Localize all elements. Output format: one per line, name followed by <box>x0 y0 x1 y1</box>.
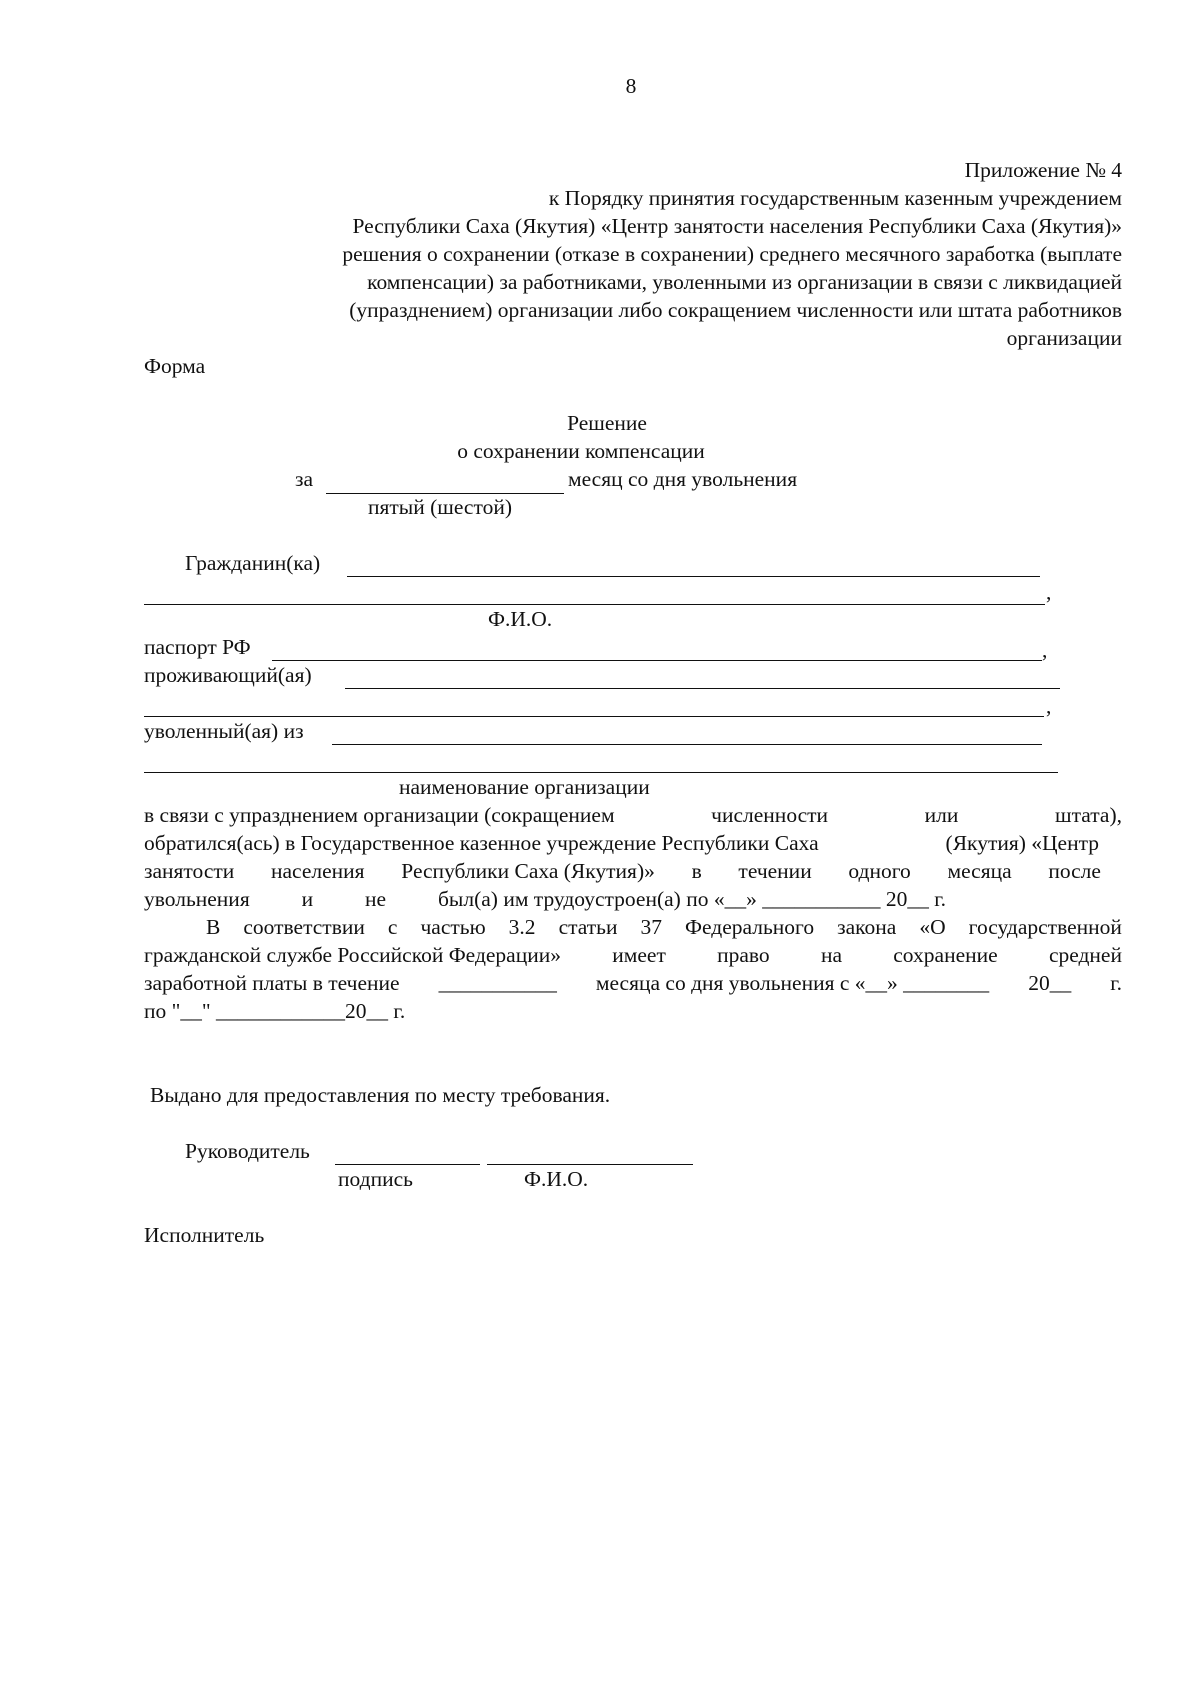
word: или <box>924 803 959 827</box>
word: Федерального <box>685 915 815 939</box>
p2-line <box>144 973 1122 995</box>
word: сохранение <box>893 943 998 967</box>
residing-label: проживающий(ая) <box>144 663 312 687</box>
appendix-line: Республики Саха (Якутия) «Центр занятости населения Республики Саха (Якутия)» <box>352 214 1122 238</box>
citizen-name-line[interactable] <box>347 576 1040 577</box>
word: и <box>301 887 314 911</box>
word: гражданской службе Российской Федерации» <box>144 943 561 967</box>
word: ___________ <box>438 971 557 995</box>
word: 37 <box>640 915 663 939</box>
head-fio-hint: Ф.И.О. <box>524 1167 589 1191</box>
org-hint: наименование организации <box>399 775 650 799</box>
signature-hint: подпись <box>338 1167 413 1191</box>
word: месяца со дня увольнения с «__» ________ <box>595 971 990 995</box>
page-number: 8 <box>625 74 637 98</box>
passport-line[interactable] <box>272 660 1042 661</box>
signature-line[interactable] <box>335 1164 480 1165</box>
word: (Якутия) «Центр <box>945 831 1099 855</box>
word: одного <box>848 859 911 883</box>
word: Республики Саха (Якутия)» <box>401 859 655 883</box>
word: статьи <box>558 915 618 939</box>
word: не <box>365 887 387 911</box>
word: закона <box>837 915 897 939</box>
appendix-line: Приложение № 4 <box>964 158 1122 182</box>
title-month-suffix: месяц со дня увольнения <box>568 467 798 491</box>
appendix-line: организации <box>1006 326 1122 350</box>
residing-line[interactable] <box>345 688 1060 689</box>
organization-line-2[interactable] <box>144 772 1058 773</box>
form-label: Форма <box>144 354 206 378</box>
word: 3.2 <box>508 915 536 939</box>
appendix-line: компенсации) за работниками, уволенными из организации в связи с ликвидацией <box>367 270 1122 294</box>
month-blank-line[interactable] <box>326 493 564 494</box>
word: населения <box>270 859 365 883</box>
comma: , <box>1046 694 1052 718</box>
word: имеет <box>612 943 666 967</box>
p1-line <box>144 833 1099 855</box>
word: право <box>717 943 770 967</box>
appendix-line: (упразднением) организации либо сокращением численности или штата работников <box>349 298 1122 322</box>
word: обратился(ась) в Государственное казенное учреждение Республики Саха <box>144 831 819 855</box>
p2-line <box>206 917 1122 939</box>
executor-label: Исполнитель <box>144 1223 265 1247</box>
title-for-label: за <box>295 467 314 491</box>
appendix-line: решения о сохранении (отказе в сохранении) среднего месячного заработка (выплате <box>342 242 1122 266</box>
p2-line <box>144 945 1122 967</box>
word: был(а) им трудоустроен(а) по «__» ___________ 20__ г. <box>437 887 946 911</box>
residing-line-2[interactable] <box>144 716 1044 717</box>
word: увольнения <box>144 887 250 911</box>
fio-hint: Ф.И.О. <box>488 607 553 631</box>
word: численности <box>711 803 829 827</box>
head-name-line[interactable] <box>487 1164 693 1165</box>
word: в связи с упразднением организации (сокращением <box>144 803 615 827</box>
head-label: Руководитель <box>185 1139 310 1163</box>
word: занятости <box>144 859 235 883</box>
citizen-name-line-2[interactable] <box>144 604 1045 605</box>
word: В <box>206 915 221 939</box>
word: средней <box>1048 943 1122 967</box>
p2-line: по "__" ____________20__ г. <box>144 999 406 1023</box>
p1-line <box>144 861 1101 883</box>
word: на <box>820 943 842 967</box>
document-title: Решение <box>567 411 647 435</box>
p1-line <box>144 889 946 911</box>
p1-line <box>144 805 1122 827</box>
dismissed-label: уволенный(ая) из <box>144 719 304 743</box>
issued-statement: Выдано для предоставления по месту требования. <box>150 1083 611 1107</box>
word: 20__ <box>1028 971 1072 995</box>
word: г. <box>1110 971 1122 995</box>
appendix-line: к Порядку принятия государственным казенным учреждением <box>548 186 1122 210</box>
citizen-label: Гражданин(ка) <box>185 551 321 575</box>
comma: , <box>1042 638 1048 662</box>
organization-line[interactable] <box>332 744 1042 745</box>
word: частью <box>420 915 486 939</box>
word: месяца <box>947 859 1012 883</box>
month-hint: пятый (шестой) <box>368 495 512 519</box>
word: соответствии <box>243 915 365 939</box>
comma: , <box>1046 580 1052 604</box>
word: течении <box>738 859 812 883</box>
word: в <box>691 859 702 883</box>
word: «О <box>919 915 946 939</box>
word: после <box>1048 859 1101 883</box>
document-subtitle: о сохранении компенсации <box>457 439 705 463</box>
word: штата), <box>1055 803 1122 827</box>
word: государственной <box>968 915 1122 939</box>
passport-label: паспорт РФ <box>144 635 251 659</box>
word: с <box>387 915 398 939</box>
word: заработной платы в течение <box>144 971 400 995</box>
